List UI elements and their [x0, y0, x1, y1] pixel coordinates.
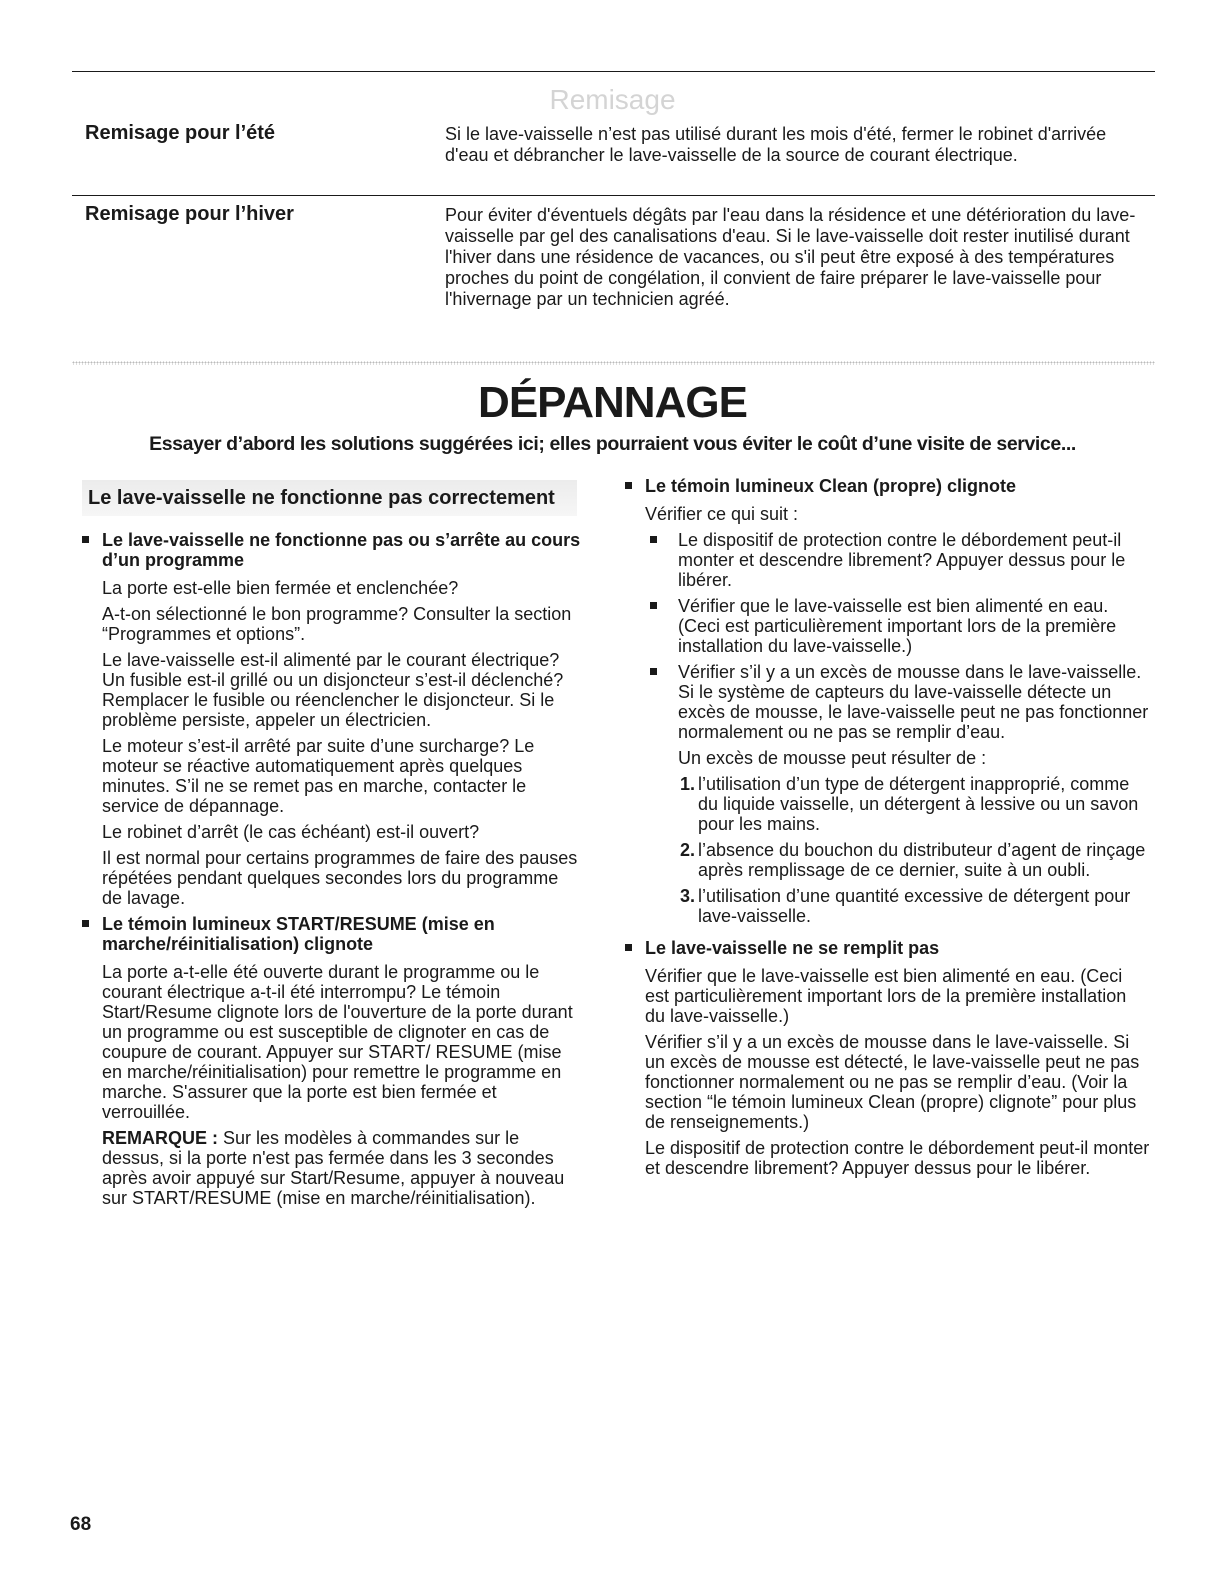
page-subtitle: Essayer d’abord les solutions suggérées ici; elles pourraient vous éviter le coût d’une visite de service... [149, 433, 1076, 455]
problem-title: Le lave-vaisselle ne fonctionne pas ou s’arrête au cours d’un programme [102, 530, 581, 570]
problem-item [625, 476, 1150, 926]
square-bullet-icon [625, 944, 632, 951]
right-column [625, 476, 1150, 1184]
summer-storage-text: Si le lave-vaisselle n’est pas utilisé durant les mois d'été, fermer le robinet d'arrivée d'eau et débrancher le lave-vaisselle de la source de courant électrique. [445, 124, 1107, 165]
square-bullet-icon [650, 536, 657, 543]
paragraph: Le robinet d’arrêt (le cas échéant) est-il ouvert? [102, 822, 480, 842]
square-bullet-icon [650, 668, 657, 675]
page-title: DÉPANNAGE [478, 378, 747, 427]
left-column [82, 476, 582, 1214]
item-number: 2. [680, 840, 696, 860]
problem-title: Le lave-vaisselle ne se remplit pas [645, 938, 940, 958]
paragraph: Le lave-vaisselle est-il alimenté par le courant électrique? Un fusible est-il grillé ou un disjoncteur s’est-il déclenché? Remplacer le fusible ou réenclencher le disjoncteur. Si le problème persiste, appeler un électricien. [102, 650, 564, 730]
sub-item [645, 662, 1150, 768]
sub-item-text: Le dispositif de protection contre le débordement peut-il monter et descendre librement? Appuyer dessus pour le libérer. [678, 530, 1126, 590]
numbered-item [645, 840, 1150, 880]
summer-storage-label: Remisage pour l’été [85, 122, 276, 144]
paragraph: Vérifier s’il y a un excès de mousse dans le lave-vaisselle. Si un excès de mousse est détecté, le lave-vaisselle peut ne pas fonctionner normalement ou ne pas se remplir d’eau. (Voir la section “le témoin lumineux Clean (propre) clignote” pour plus de renseignements.) [645, 1032, 1140, 1132]
note-text: Sur les modèles à commandes sur le dessus, si la porte n'est pas fermée dans les 3 secondes après avoir appuyé sur Start/Resume, appuyer à nouveau sur START/RESUME (mise en marche/réinitialisation). [102, 1128, 565, 1208]
problem-item [82, 914, 582, 1208]
paragraph: Vérifier que le lave-vaisselle est bien alimenté en eau. (Ceci est particulièrement important lors de la première installation du lave-vaisselle.) [645, 966, 1127, 1026]
page-number: 68 [70, 1514, 92, 1535]
square-bullet-icon [650, 602, 657, 609]
paragraph: A-t-on sélectionné le bon programme? Consulter la section “Programmes et options”. [102, 604, 572, 644]
square-bullet-icon [625, 482, 632, 489]
paragraph: La porte est-elle bien fermée et enclenchée? [102, 578, 459, 598]
numbered-item [645, 886, 1150, 926]
storage-divider [72, 195, 1155, 196]
paragraph: Le dispositif de protection contre le débordement peut-il monter et descendre librement? Appuyer dessus pour le libérer. [645, 1138, 1150, 1178]
sub-item-text: Vérifier s’il y a un excès de mousse dans le lave-vaisselle. Si le système de capteurs du lave-vaisselle détecte un excès de mousse, le lave-vaisselle peut ne pas fonctionner normalement ou ne pas se remplir d’eau. [678, 662, 1149, 742]
problem-title: Le témoin lumineux Clean (propre) clignote [645, 476, 1017, 496]
problem-item [625, 938, 1150, 1178]
paragraph: Vérifier ce qui suit : [645, 504, 799, 524]
numbered-item [645, 774, 1150, 834]
square-bullet-icon [82, 920, 89, 927]
top-rule [72, 71, 1155, 72]
paragraph: Il est normal pour certains programmes de faire des pauses répétées pendant quelques secondes lors du programme de lavage. [102, 848, 578, 908]
problem-title: Le témoin lumineux START/RESUME (mise en marche/réinitialisation) clignote [102, 914, 495, 954]
item-number: 3. [680, 886, 696, 906]
sub-item [645, 596, 1150, 656]
section-separator [72, 361, 1155, 365]
storage-title: Remisage [549, 84, 676, 115]
sub-item-text: Vérifier que le lave-vaisselle est bien alimenté en eau. (Ceci est particulièrement important lors de la première installation du lave-vaisselle.) [678, 596, 1117, 656]
note-paragraph [102, 1128, 582, 1208]
numbered-item-text: l’utilisation d’un type de détergent inapproprié, comme du liquide vaisselle, un détergent à lessive ou un savon pour les mains. [698, 774, 1139, 834]
item-number: 1. [680, 774, 696, 794]
sub-item-continuation: Un excès de mousse peut résulter de : [678, 748, 987, 768]
winter-storage-label: Remisage pour l’hiver [85, 203, 294, 225]
winter-storage-text: Pour éviter d'éventuels dégâts par l'eau dans la résidence et une détérioration du lave-vaisselle par gel des canalisations d'eau. Si le lave-vaisselle doit rester inutilisé durant l'hiver dans une résidence de vacances, ou s'il peut être exposé à des températures proches du point de congélation, il convient de faire préparer le lave-vaisselle pour l'hivernage par un technicien agréé. [445, 205, 1136, 309]
square-bullet-icon [82, 536, 89, 543]
numbered-item-text: l’absence du bouchon du distributeur d’agent de rinçage après remplissage de ce dernier, suite à un oubli. [698, 840, 1146, 880]
paragraph: La porte a-t-elle été ouverte durant le programme ou le courant électrique a-t-il été interrompu? Le témoin Start/Resume clignote lors de l'ouverture de la porte durant un programme ou est susceptible de clignoter en cas de coupure de courant. Appuyer sur START/ RESUME (mise en marche/réinitialisation) pour remettre le programme en marche. S'assurer que la porte est bien fermée et verrouillée. [102, 962, 573, 1122]
note-label: REMARQUE : [102, 1128, 218, 1148]
numbered-item-text: l’utilisation d’une quantité excessive de détergent pour lave-vaisselle. [698, 886, 1131, 926]
section-heading: Le lave-vaisselle ne fonctionne pas correctement [82, 480, 577, 516]
sub-item [645, 530, 1150, 590]
problem-item [82, 530, 582, 908]
paragraph: Le moteur s’est-il arrêté par suite d’une surcharge? Le moteur se réactive automatiquement après quelques minutes. S’il ne se remet pas en marche, contacter le service de dépannage. [102, 736, 535, 816]
